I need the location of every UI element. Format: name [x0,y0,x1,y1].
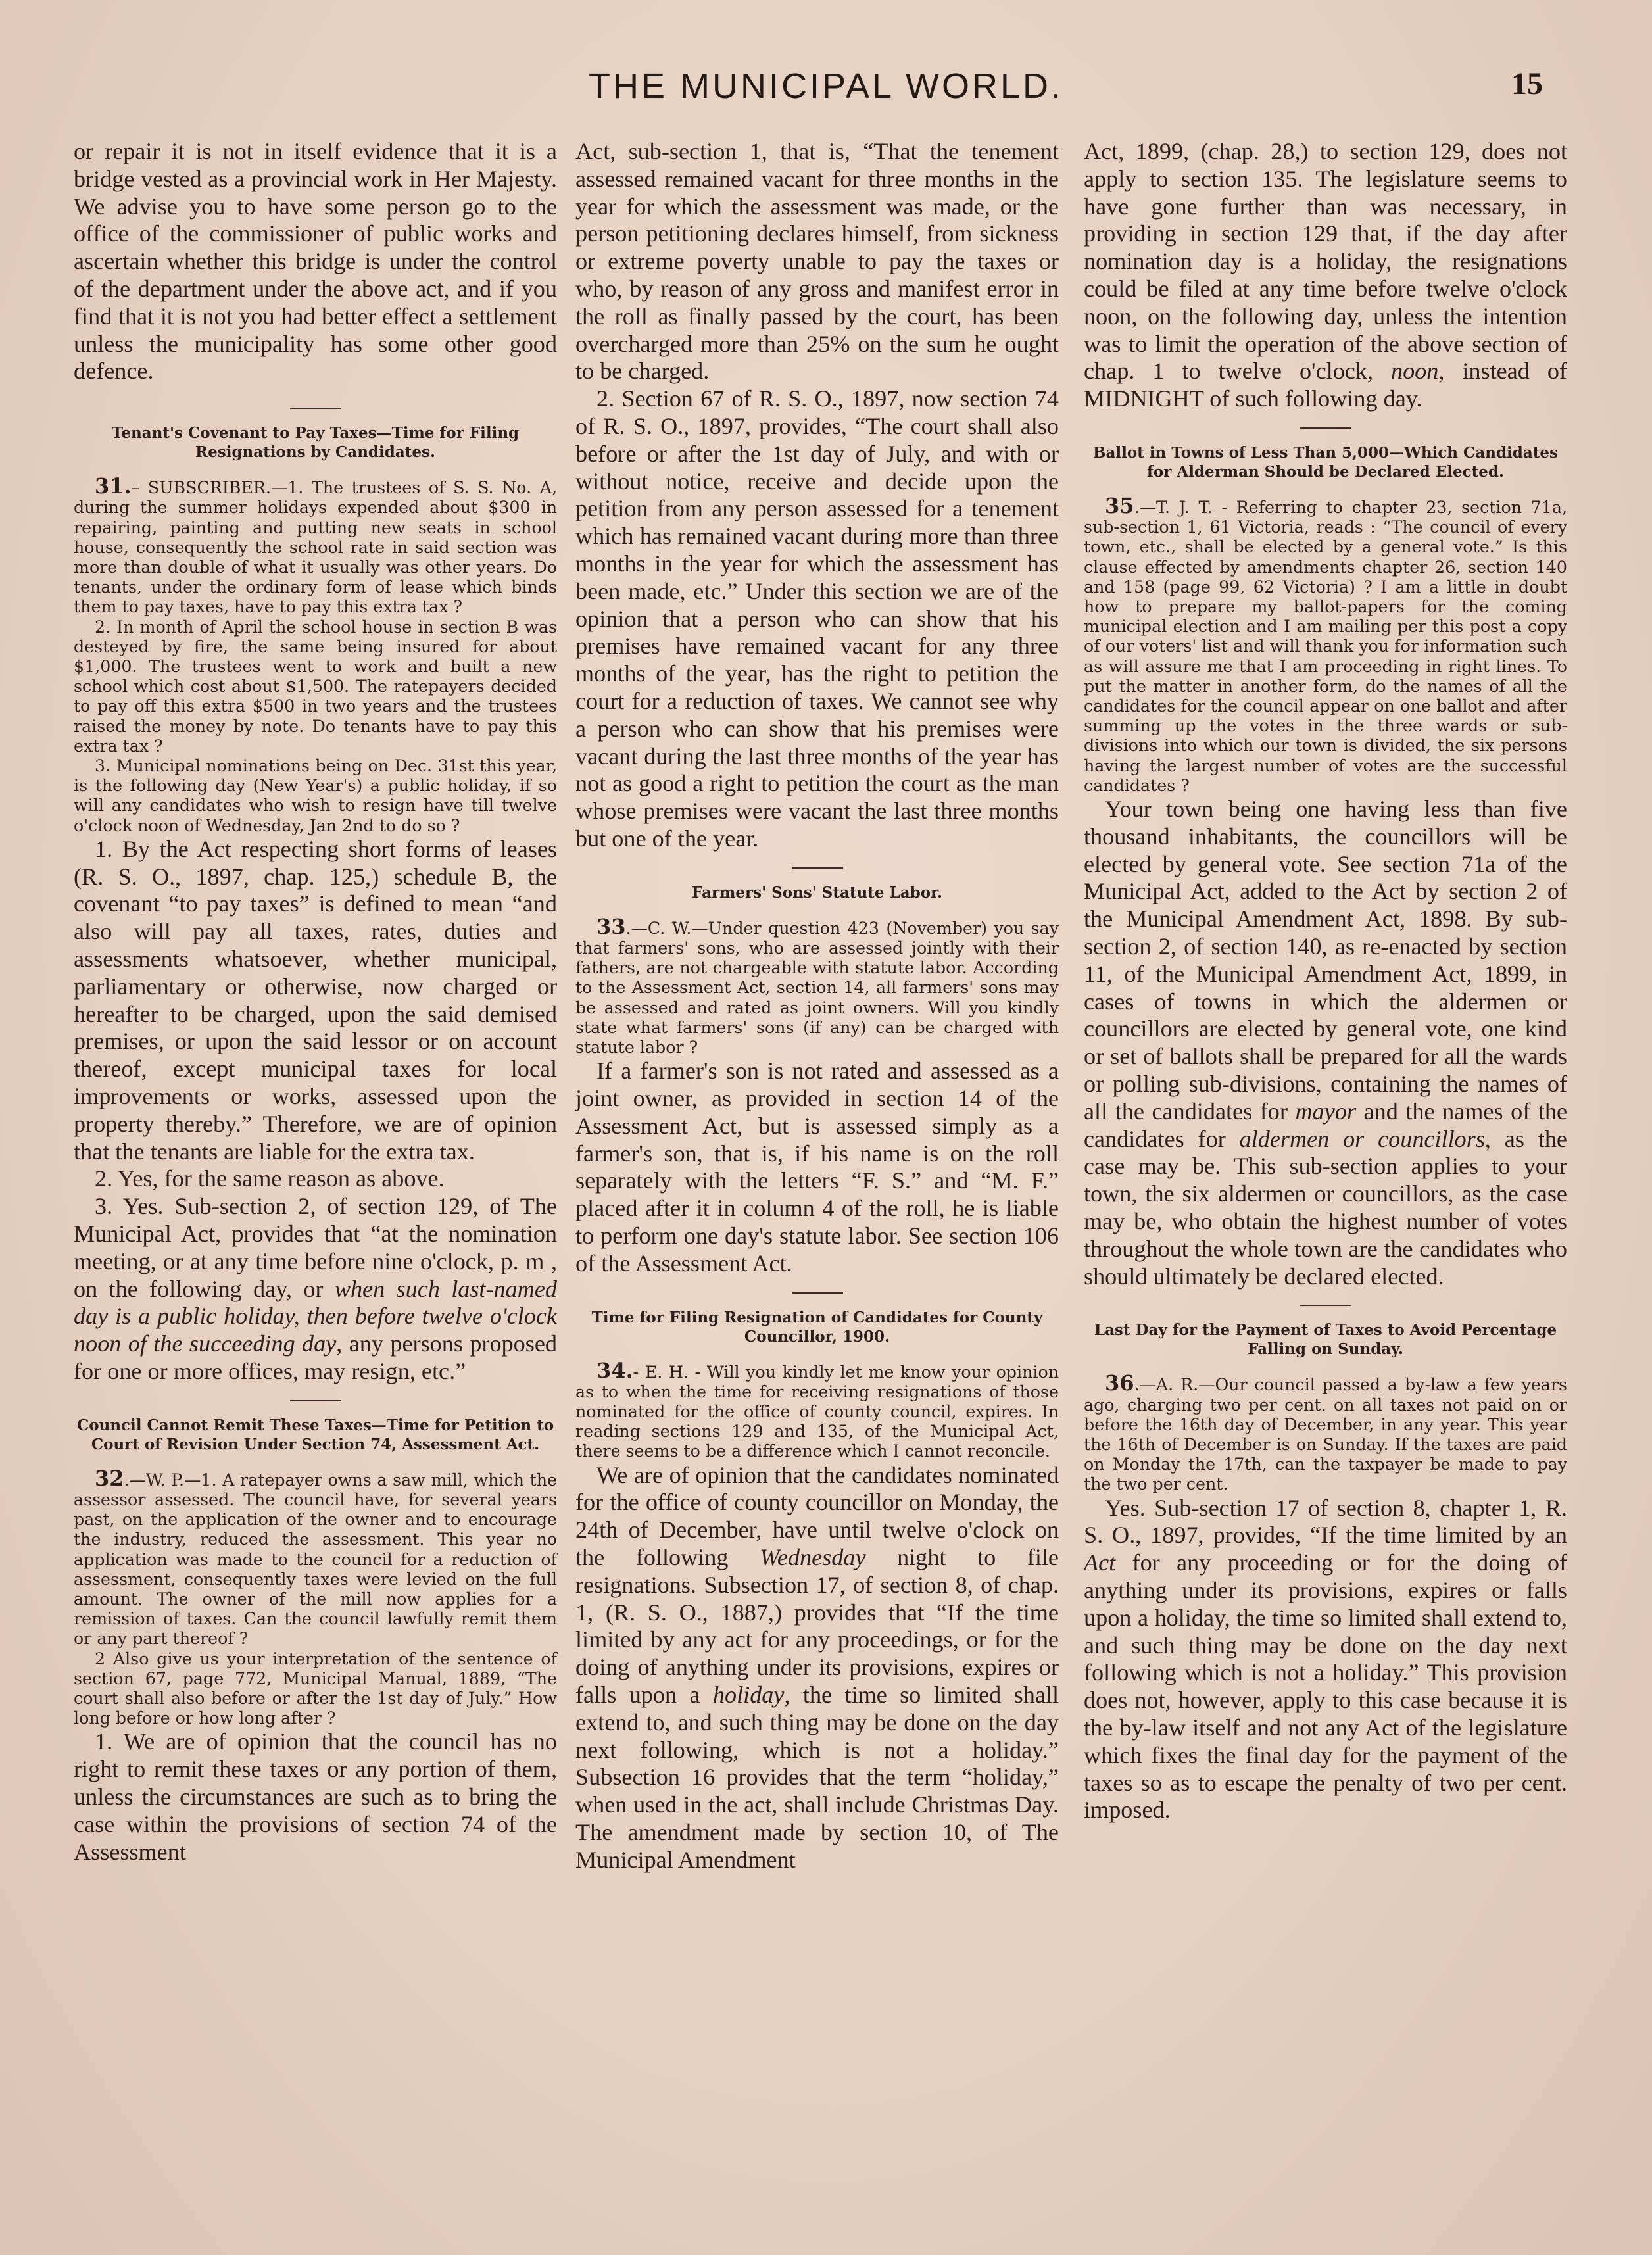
answer-34-italic-day: Wednesday [760,1543,866,1570]
question-31-body: – SUBSCRIBER.—1. The trustees of S. S. No. A, during the summer holidays expended about $300 in repairing, painting and putting new seats in school house, consequently the school rate in said section was more than double of what it usually was other years. Do tenants, under the ordinary form of lease which binds them to pay taxes, have to pay this extra tax ? [74,478,557,617]
question-32-part-2: 2 Also give us your interpretation of the sentence of section 67, page 772, Municipal Manual, 1889, “The court shall also before or after the 1st day of July.” How long before or how long after ? [74,1649,557,1728]
answer-34-continued [1084,138,1567,413]
question-36-heading: Last Day for the Payment of Taxes to Avoid Percentage Falling on Sunday. [1094,1321,1557,1359]
question-31-part-2: 2. In month of April the school house in section B was desteyed by fire, the same being insured for about $1,000. The trustees went to work and built a new school which cost about $1,500. The ratepayers decided to pay off this extra $500 in two years and the trustees raised the money by note. Do tenants have to pay this extra tax ? [74,617,557,756]
answer-34-cont-end: , instead of MIDNIGHT of such following day. [1084,358,1567,412]
answer-36-end: for any proceeding or for the doing of anything under its provisions, expires or falls upon a holiday, the time so limited shall extend to, and such thing may be done on the day next following which is not a holiday.” This provision does not, however, apply to this case because it is the by-law itself and not any Act of the legislature which fixes the final day for the payment of the taxes so as to escape the penalty of two per cent. imposed. [1084,1549,1567,1824]
question-34-body: - E. H. - Will you kindly let me know your opinion as to when the time for receiving resignations of those nominated for the office of county council, expires. In reading sections 129 and 135, of the Municipal Act, there seems to be a difference which I cannot reconcile. [575,1362,1059,1461]
answer-31-part-3-start: 3. Yes. Sub-section 2, of section 129, of The Municipal Act, provides that “at the nomination meeting, or at any time before nine o'clock, p. m , on the following day, or [74,1193,557,1302]
answer-36-italic-act: Act [1084,1549,1116,1576]
question-34-text [575,1357,1059,1462]
column-2 [575,138,1059,1874]
answer-34-end: , the time so limited shall extend to, and such thing may be done on the day next following, which is not a holiday.” Subsection 16 provides that the term “holiday,” when used in the act, shall include Christmas Day. The amendment made by section 10, of The Municipal Amendment [575,1681,1059,1873]
answer-31-part-3 [74,1193,557,1386]
question-32-heading: Council Cannot Remit These Taxes—Time for Petition to Court of Revision Under Section 74, Assessment Act. [76,1416,554,1453]
answer-33: If a farmer's son is not rated and assessed as a joint owner, as provided in section 14 of the Assessment Act, but is assessed simply as a farmer's son, that is, if his name is on the roll separately with the letters “F. S.” and “M. F.” placed after it in column 4 of the roll, he is liable to perform one day's statute labor. See section 106 of the Assessment Act. [575,1057,1059,1276]
question-31-number: 31. [95,473,132,499]
answer-31-part-1: 1. By the Act respecting short forms of leases (R. S. O., 1897, chap. 125,) schedule B, the covenant “to pay taxes” is defined to mean “and also will pay all taxes, rates, duties and assessments whatsoever, whether municipal, parliamentary or otherwise, now charged or hereafter to be charged, upon the said demised premises, or upon the said lessor or on account thereof, except municipal taxes for local improvements or works, assessed upon the property thereby.” Therefore, we are of opinion that the tenants are liable for the extra tax. [74,835,557,1165]
question-34-heading: Time for Filing Resignation of Candidates for County Councillor, 1900. [591,1308,1043,1346]
article-continuation: or repair it is not in itself evidence that it is a bridge vested as a provincial work in Her Majesty. We advise you to have some person go to the office of the commissioner of public works and ascertain whether this bridge is under the control of the department under the above act, and if you find that it is not you had better effect a settlement unless the municipality has some other good defence. [74,138,557,385]
question-33-heading: Farmers' Sons' Statute Labor. [691,883,943,902]
question-36-number: 36 [1105,1370,1134,1396]
question-35-body: .—T. J. T. - Referring to chapter 23, section 71a, sub-section 1, 61 Victoria, reads : “The council of every town, etc., shall be elected by a general vote.” Is this clause effected by amendments chapter 26, section 140 and 158 (page 99, 62 Victoria) ? I am a little in doubt how to prepare my ballot-papers for the coming municipal election and I am mailing per this post a copy of our voters' list and will thank you for information such as will assure me that I am proceeding in right lines. To put the matter in another form, do the names of all the candidates for the council appear on one ballot and after summing up the votes in the three wards or sub-divisions into which our town is divided, the six persons having the largest number of votes are the successful candidates ? [1084,497,1567,795]
answer-32-continued: Act, sub-section 1, that is, “That the tenement assessed remained vacant for three months in the year for which the assessment was made, or the person petitioning declares himself, from sickness or extreme poverty unable to pay the taxes or who, by reason of any gross and manifest error in the roll as finally passed by the court, has been overcharged more than 25% on the sum he ought to be charged. [575,138,1059,385]
question-32-body: .—W. P.—1. A ratepayer owns a saw mill, which the assessor assessed. The council have, for several years past, on the application of the owner and to encourage the industry, reduced the assessment. This year no application was made to the council for a reduction of assessment, consequently taxes were levied on the full amount. The owner of the mill now applies for a remission of taxes. Can the council lawfully remit them or any part thereof ? [74,1470,557,1649]
question-33-text [575,913,1059,1057]
answer-35-italic-aldermen: aldermen or councillors [1239,1125,1485,1152]
question-31-heading: Tenant's Covenant to Pay Taxes—Time for Filing Resignations by Candidates. [111,424,520,462]
question-35-text [1084,493,1567,796]
question-33-number: 33 [596,913,626,939]
answer-34-cont-start: Act, 1899, (chap. 28,) to section 129, does not apply to section 135. The legislature seems to have gone further than was necessary, in providing in section 129 that, if the day after nomination day is a holiday, the resignations could be filed at any time before twelve o'clock noon, on the following day, unless the intention was to limit the operation of the above section of chap. 1 to twelve o'clock, [1084,138,1567,385]
answer-34-start: We are of opinion that the candidates nominated for the office of county councillor on Monday, the 24th of December, have until twelve o'clock on the following [575,1461,1059,1570]
masthead-title: THE MUNICIPAL WORLD. [588,66,1064,106]
column-1 [74,138,557,1866]
answer-35 [1084,796,1567,1290]
question-34-number: 34. [596,1357,633,1383]
question-31-part-3: 3. Municipal nominations being on Dec. 31st this year, is the following day (New Year's) a public holiday, if so will any candidates who wish to resign have till twelve o'clock noon of Wednesday, Jan 2nd to do so ? [74,756,557,835]
answer-31-part-2: 2. Yes, for the same reason as above. [95,1165,445,1192]
answer-36 [1084,1495,1567,1825]
question-36-text [1084,1370,1567,1494]
answer-31-part-3-end: , any persons proposed for one or more offices, may resign, etc.” [74,1330,557,1384]
question-35-number: 35 [1105,493,1134,518]
question-32-text [74,1465,557,1649]
question-31-text [74,473,557,617]
answer-34-cont-italic: noon [1390,358,1439,385]
question-33-body: .—C. W.—Under question 423 (November) you say that farmers' sons, who are assessed jointly with their fathers, are not chargeable with statute labor. According to the Assessment Act, section 14, all farmers' sons may be assessed and rated as joint owners. Will you kindly state what farmers' sons (if any) can be charged with statute labor ? [575,918,1059,1057]
answer-31-part-3-italic: when such last-named day is a public holiday, then before twelve o'clock noon of the succeeding day [74,1275,558,1357]
answer-32-part-1: 1. We are of opinion that the council has no right to remit these taxes or any portion of them, unless the circumstances are such as to bring the case within the provisions of section 74 of the Assessment [74,1728,557,1865]
answer-32-part-2: 2. Section 67 of R. S. O., 1897, now section 74 of R. S. O., 1897, provides, “The court shall also before or after the 1st day of July, and with or without notice, receive and decide upon the petition from any person assessed for a tenement which has remained vacant during more than three months in the year for which the assessment has been made, etc.” Under this section we are of the opinion that a person who can show that his premises have remained vacant for any three months of the year, has the right to petition the court for a reduction of taxes. We cannot see why a person who can show that his premises were vacant during the last three months of the year has not as good a right to petition the court as the man whose premises were vacant the last three months but one of the year. [575,385,1059,852]
answer-36-start: Yes. Sub-section 17 of section 8, chapter 1, R. S. O., 1897, provides, “If the time limited by an [1084,1494,1567,1549]
column-3 [1084,138,1567,1824]
question-35-heading: Ballot in Towns of Less Than 5,000—Which Candidates for Alderman Should be Declared Elected. [1093,443,1558,481]
question-36-body: .—A. R.—Our council passed a by-law a few years ago, charging two per cent. on all taxes not paid on or before the 16th day of December, in any year. This year the 16th of December is on Sunday. If the taxes are paid on Monday the 17th, can the taxpayer be made to pay the two per cent. [1084,1375,1567,1494]
answer-34-italic-holiday: holiday [712,1681,785,1708]
question-32-number: 32 [95,1465,124,1491]
answer-35-end: , as the case may be. This sub-section applies to your town, the six aldermen or councillors, as the case may be, who obtain the highest number of votes throughout the whole town are the candidates who should ultimately be declared elected. [1084,1125,1567,1290]
answer-35-start: Your town being one having less than five thousand inhabitants, the councillors will be elected by general vote. See section 71a of the Municipal Act, added to the Act by section 2 of the Municipal Amendment Act, 1898. By sub-section 2, of section 140, as re-enacted by section 11, of the Municipal Amendment Act, 1899, in cases of towns in which the aldermen or councillors are elected by general vote, one kind or set of ballots shall be prepared for all the wards or polling sub-divisions, containing the names of all the candidates for [1084,796,1567,1125]
page-number: 15 [1511,66,1543,101]
answer-34 [575,1462,1059,1874]
answer-34-middle: night to file resignations. Subsection 17, of section 8, of chap. 1, (R. S. O., 1887,) provides that “If the time limited by any act for any proceedings, or for the doing of anything under its provisions, expires or falls upon a [575,1543,1059,1708]
answer-35-middle: and the names of the candidates for [1084,1098,1568,1152]
answer-35-italic-mayor: mayor [1295,1098,1356,1125]
